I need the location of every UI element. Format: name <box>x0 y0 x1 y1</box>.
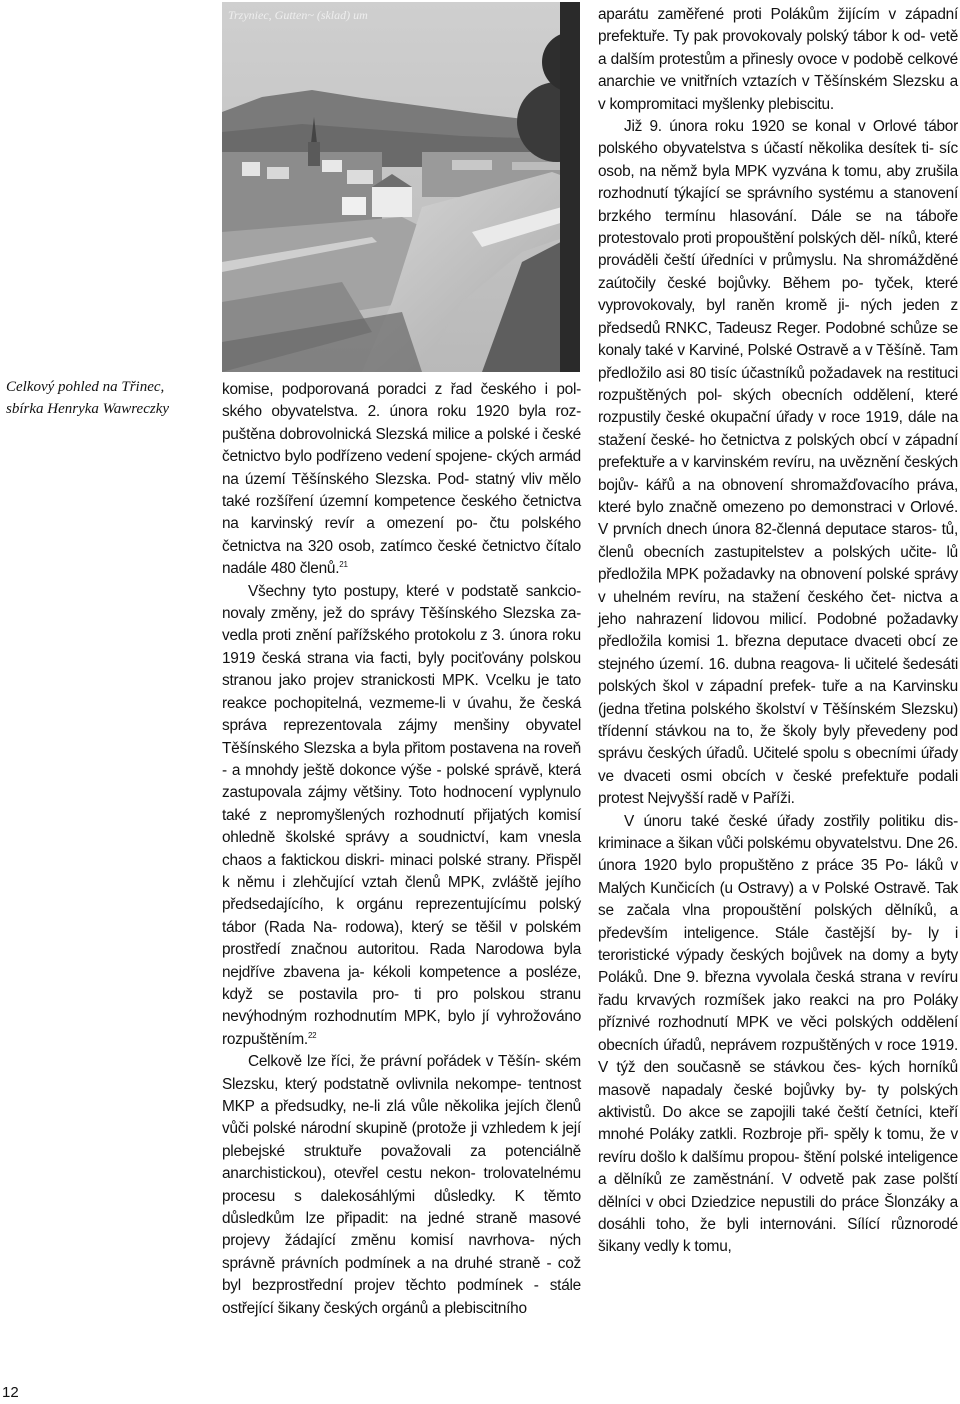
paragraph-text: Všechny tyto postupy, které v podstatě sankcio- novaly změny, jež do správy Těšínského Slezska za- vedla proti znění pařížského protokolu z 3. února roku 1919 česká strana via facti, byly pociťovány polskou stranou jako projev stranickosti MPK. Vcelku je tato reakce pochopitelná, vezmeme-li v úvahu, že česká správa reprezentovala zájmy menšiny obyvatel Těšínského Slezska a byla přitom postavena na roveň - a mnohdy ještě dokonce výše - polské správě, která zastupovala zájmy většiny. Toto hodnocení vyplynulo také z nepromyšlených rozhodnutí přijatých komisí ohledně školské správy a soudnictví, kam vnesla chaos a faktickou diskri- minaci polské strany. Přispěl k němu i zlehčující vztah členů MPK, zvláště jejího předsedajícího, k orgánu reprezentujícímu polský tábor (Rada Na- rodowa), který se těšil v polském prostředí značnou autoritou. Rada Narodowa byla nejdříve zbavena ja- kékoli kompetence a posléze, když se postavila pro- ti pro polskou stranu nevýhodným rozhodnutím MPK, bylo jí vyhrožováno rozpuštěním. <box>222 582 581 1048</box>
paragraph <box>222 581 581 1052</box>
paragraph: Již 9. února roku 1920 se konal v Orlové tábor polského obyvatelstva s účastí několika desítek ti- síc osob, na němž byla MPK vyzvána k tomu, aby zrušila rozhodnutí týkající se správního systému a stanovení brzkého termínu hlasování. Dále se na táboře protestovalo proti propouštění polských děl- níků, které prováděli čeští úředníci v průmyslu. Na shromážděné zaútočily české bojůvky. Během po- tyček, které vyprovokovaly, byl raněn kromě ji- ných jeden z předsedů RNKC, Tadeusz Reger. Podobné schůze se konaly také v Karviné, Polské Ostravě a v Těšíně. Tam předložilo asi 80 tisíc účastníků požadavek na restituci rozpuštěných pol- ských obecních oddělení, které rozpustily české okupační úřady v roce 1919, dále na stažení české- ho četnictva z polských obcí v západní prefektuře a v karvinském revíru, na uvěznění českých bojův- kářů a na obnovení shromažďovacího práva, které bylo značně omezeno po demonstraci v Orlové. V prvních dnech února 82-členná deputace staros- tů, členů obecních zastupitelstev a polských učite- lů předložila MPK požadavky na obnovení polské správy v uhelném revíru, na stažení českého čet- nictva a jeho nahrazení lidovou milicí. Podobné požadavky předložila komisi 1. března deputace dvaceti obcí ze stejného území. 16. dubna reagova- li učitelé šedesáti polských škol v západní prefek- tuře a na Karvinsku (jedna třetina polského školství v Těšínském Slezsku) třídenní stávkou na to, že školy byly převedeny pod správu českých úřadů. Učitelé spolu s obecními úřady ve dvaceti osmi obcích v české prefektuře podali protest Nejvyšší radě v Paříži. <box>598 118 958 808</box>
page-number: 12 <box>2 1384 19 1401</box>
caption-line-2: sbírka Henryka Wawreczky <box>6 401 170 417</box>
text-column-right <box>598 4 958 1259</box>
photo-handwritten-title: Trzyniec, Gutten~ (sklad) um <box>228 8 368 22</box>
paragraph <box>222 379 581 581</box>
photo-illustration <box>222 2 580 372</box>
caption-line-1: Celkový pohled na Třinec, <box>6 379 165 395</box>
photo-caption <box>6 376 202 420</box>
historic-photo <box>222 2 580 372</box>
paragraph-text: komise, podporovaná poradci z řad českého i pol- ského obyvatelstva. 2. února roku 1920 byla roz- puštěna dobrovolnická Slezská milice a polské i české četnictvo bylo podřízeno vedení spojene- ckých armád na území Těšínského Slezska. Pod- statný vliv mělo také rozšíření územní kompetence českého četnictva na karvinský revír a omezení po- čtu polského četnictva na 320 osob, zatímco české četnictvo čítalo nadále 480 členů. <box>222 381 581 578</box>
footnote-ref: 22 <box>307 1030 317 1040</box>
paragraph: aparátu zaměřené proti Polákům žijícím v západní prefektuře. Ty pak provokovaly polský tábor k od- vetě a dalším protestům a přinesly ovoce v podobě celkové anarchie ve vnitřních vztazích v Těšínském Slezsku a v kompromitaci myšlenky plebiscitu. <box>598 6 958 113</box>
paragraph: Celkově lze říci, že právní pořádek v Těšín- ském Slezsku, který podstatně ovlivnila nekompe- tentnost MKP a předsudky, ne-li zlá vůle několika jejích členů vůči polské národní skupině (protože ji vzhledem k její plebejské struktuře považovali za potenciálně anarchistickou), otevřel cestu nekon- trolovatelnému procesu s dalekosáhlými důsledky. K těmto důsledkům lze připadit: na jedné straně masové projevy žádající změnu komisí navrhova- ných správně právních podmínek a na druhé straně - což byl bezprostřední projev těchto podmínek - stále ostřející šikany českých orgánů a plebiscitního <box>222 1053 581 1317</box>
footnote-ref: 21 <box>339 560 348 570</box>
text-column-left <box>222 379 581 1320</box>
paragraph: V únoru také české úřady zostřily politiku dis- kriminace a šikan vůči polskému obyvatelstvu. Dne 26. února 1920 bylo propuštěno z práce 35 Po- láků v Malých Kunčicích (u Ostravy) a v Polské Ostravě. Tak se začala vlna propouštění polských dělníků, a především inteligence. Stále častější by- ly i teroristické výpady českých bojůvek na domy a byty Poláků. Dne 9. března vyvolala česká strana v revíru řadu krvavých rozmíšek jako reakci na pro Poláky příznivé rozhodnutí MPK ve věci polských oddělení obecních úřadů, neprávem rozpuštěných v roce 1919. V týž den současně se stávkou čes- kých horníků masově napadaly české bojůvky by- ty polských aktivistů. Do akce se zapojili také čeští četníci, kteří mnohé Poláky zatkli. Rozbroje při- spěly k tomu, že v revíru došlo k dalšímu propou- štění polské inteligence a dělníků ze zaměstnání. V odvetě pak zase polští dělníci v obci Dziedzice nepustili do práce Šlonzáky a dosáhli toho, že byli internováni. Sílící různorodé šikany vedly k tomu, <box>598 812 958 1256</box>
